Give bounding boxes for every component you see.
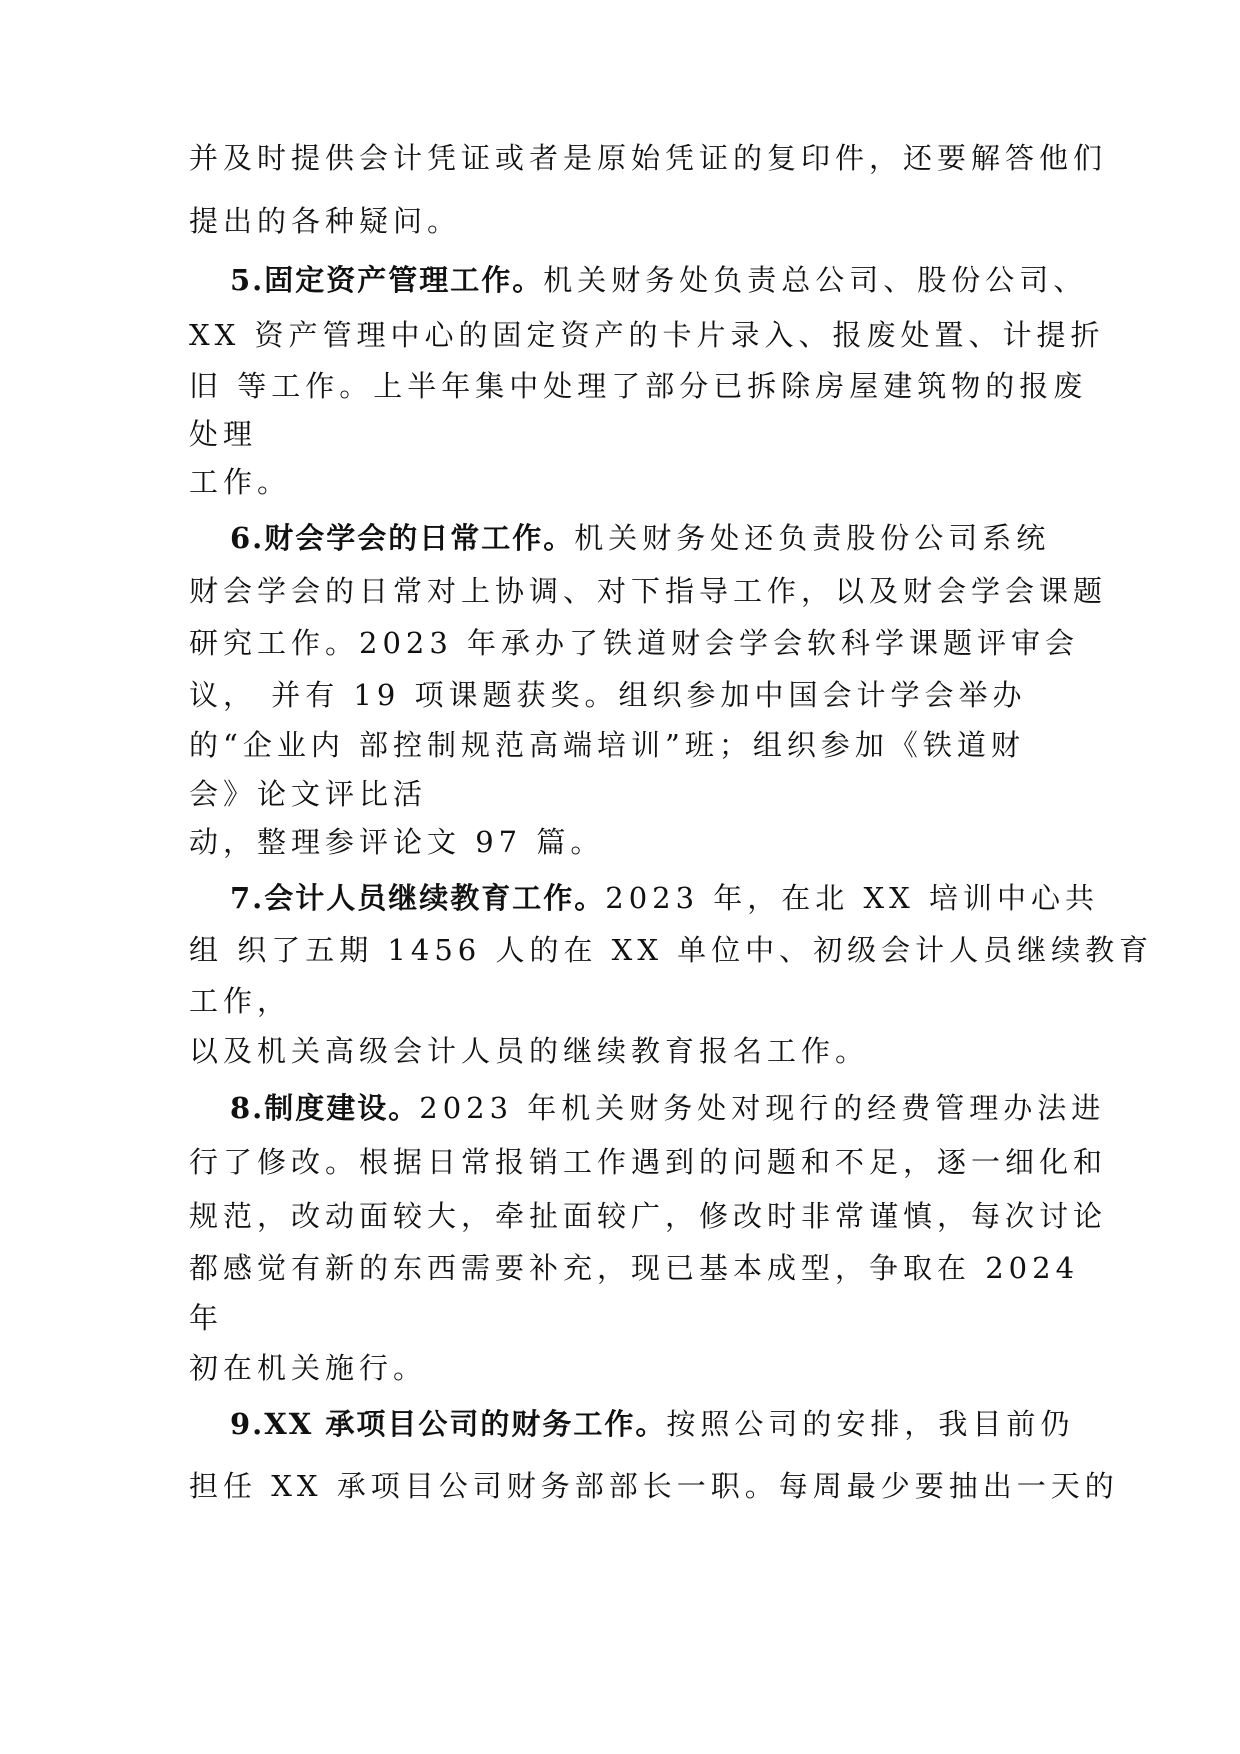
section-heading-line [230,1090,1105,1126]
text-line: 初在机关施行。 [189,1351,428,1385]
section-heading-line [230,880,1099,916]
text-line: 动，整理参评论文 97 篇。 [189,825,605,859]
section-text: 2023 年机关财务处对现行的经费管理办法进 [419,1091,1106,1125]
text-line: 处理 [189,417,258,451]
section-heading: 7.会计人员继续教育工作。 [230,881,606,915]
section-heading: 9.XX 承项目公司的财务工作。 [230,1407,667,1441]
text-line: 提出的各种疑问。 [189,204,462,238]
section-text: 机关财务处还负责股份公司系统 [574,521,1051,555]
section-text: 按照公司的安排，我目前仍 [666,1407,1075,1441]
text-line: 研究工作。2023 年承办了铁道财会学会软科学课题评审会 [189,626,1080,660]
text-line: 旧 等工作。上半年集中处理了部分已拆除房屋建筑物的报废 [189,369,1088,403]
text-line: 组 织了五期 1456 人的在 XX 单位中、初级会计人员继续教育 [189,933,1154,967]
text-line: 行了修改。根据日常报销工作遇到的问题和不足，逐一细化和 [189,1145,1108,1179]
section-heading-line [230,262,1087,298]
text-line: XX 资产管理中心的固定资产的卡片录入、报废处置、计提折 [189,318,1105,352]
section-text: 2023 年，在北 XX 培训中心共 [605,881,1100,915]
text-line: 会》论文评比活 [189,777,428,811]
text-line: 以及机关高级会计人员的继续教育报名工作。 [189,1034,870,1068]
section-heading: 5.固定资产管理工作。 [230,263,544,297]
text-line: 的“企业内 部控制规范高端培训”班；组织参加《铁道财 [189,728,1025,762]
text-line: 议， 并有 19 项课题获奖。组织参加中国会计学会举办 [189,678,1027,712]
section-heading: 8.制度建设。 [230,1091,420,1125]
text-line: 工作， [189,984,292,1018]
text-line: 担任 XX 承项目公司财务部部长一职。每周最少要抽出一天的 [189,1469,1119,1503]
section-heading-line [230,1406,1074,1442]
text-line: 规范，改动面较大，牵扯面较广，修改时非常谨慎，每次讨论 [189,1199,1108,1233]
text-line: 工作。 [189,465,292,499]
text-line: 年 [189,1301,224,1335]
text-line: 并及时提供会计凭证或者是原始凭证的复印件，还要解答他们 [189,141,1108,175]
section-heading: 6.财会学会的日常工作。 [230,521,575,555]
section-text: 机关财务处负责总公司、股份公司、 [543,263,1088,297]
text-line: 财会学会的日常对上协调、对下指导工作，以及财会学会课题 [189,574,1108,608]
section-heading-line [230,520,1050,556]
text-line: 都感觉有新的东西需要补充，现已基本成型，争取在 2024 [189,1251,1080,1285]
